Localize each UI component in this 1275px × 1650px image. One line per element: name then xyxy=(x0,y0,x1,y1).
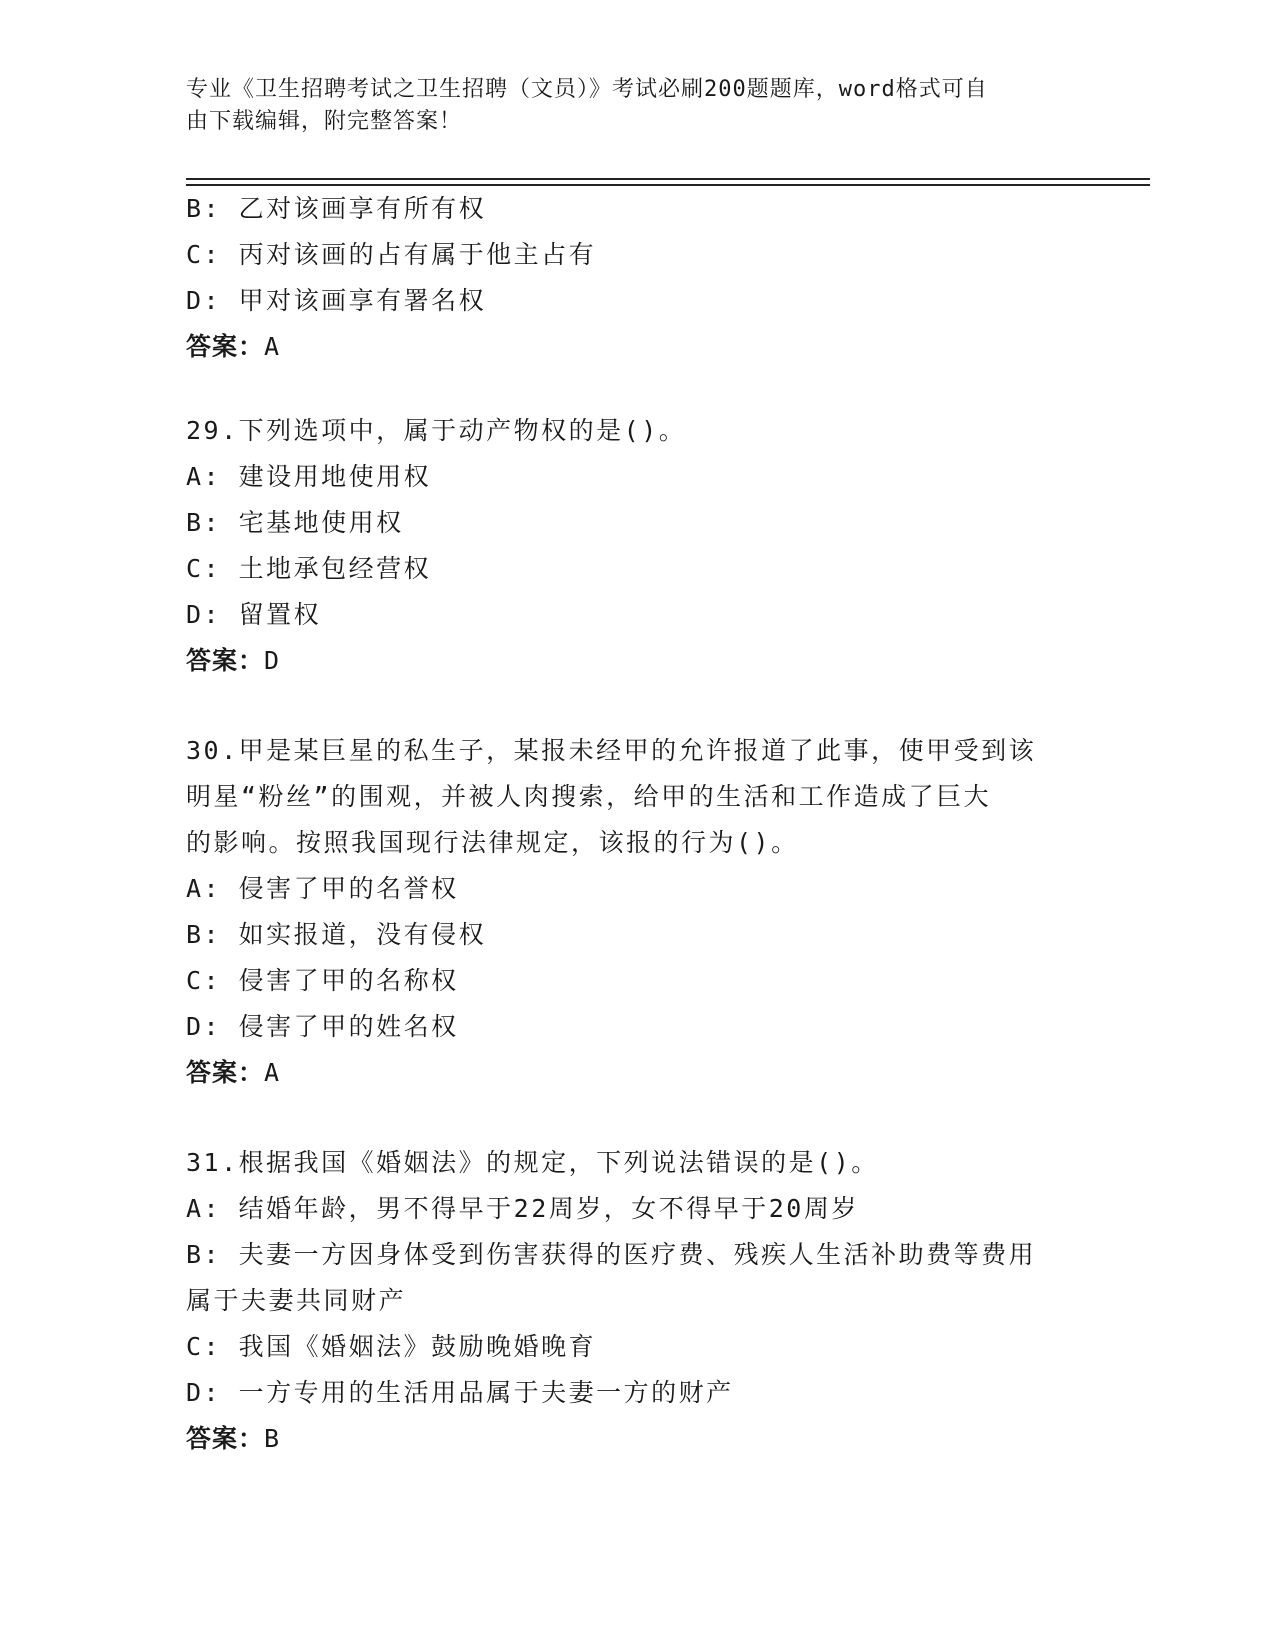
question-stem: 29.下列选项中，属于动产物权的是()。 xyxy=(186,416,687,445)
answer-value: A xyxy=(264,332,281,361)
answer-line xyxy=(186,324,1086,370)
option-c: C: 土地承包经营权 xyxy=(186,554,432,583)
option-a: A: 侵害了甲的名誉权 xyxy=(186,874,459,903)
option-b: B: 宅基地使用权 xyxy=(186,508,404,537)
option-d: D: 侵害了甲的姓名权 xyxy=(186,1012,459,1041)
answer-label: 答案： xyxy=(186,332,265,361)
option-d: D: 甲对该画享有署名权 xyxy=(186,286,487,315)
answer-value: B xyxy=(264,1424,281,1453)
answer-line xyxy=(186,1050,1086,1096)
option-a: A: 建设用地使用权 xyxy=(186,462,432,491)
answer-value: A xyxy=(264,1058,281,1087)
option-d: D: 留置权 xyxy=(186,600,322,629)
option-c: C: 丙对该画的占有属于他主占有 xyxy=(186,240,597,269)
question-29 xyxy=(186,408,1086,684)
answer-line xyxy=(186,1416,1086,1462)
answer-value: D xyxy=(264,646,281,675)
answer-line xyxy=(186,638,1086,684)
option-c: C: 我国《婚姻法》鼓励晚婚晚育 xyxy=(186,1332,597,1361)
question-stem-line-1: 30.甲是某巨星的私生子，某报未经甲的允许报道了此事，使甲受到该 xyxy=(186,736,1037,765)
question-28-continued xyxy=(186,186,1086,370)
answer-label: 答案： xyxy=(186,1058,265,1087)
question-31 xyxy=(186,1140,1086,1462)
option-d: D: 一方专用的生活用品属于夫妻一方的财产 xyxy=(186,1378,734,1407)
option-b: B: 如实报道，没有侵权 xyxy=(186,920,487,949)
header-divider-top xyxy=(186,178,1150,180)
question-stem-line-3: 的影响。按照我国现行法律规定，该报的行为()。 xyxy=(186,828,799,857)
option-c: C: 侵害了甲的名称权 xyxy=(186,966,459,995)
header-line-2: 由下载编辑，附完整答案！ xyxy=(186,109,463,134)
answer-label: 答案： xyxy=(186,646,265,675)
option-a: A: 结婚年龄，男不得早于22周岁，女不得早于20周岁 xyxy=(186,1194,859,1223)
question-30 xyxy=(186,728,1086,1096)
question-stem: 31.根据我国《婚姻法》的规定，下列说法错误的是()。 xyxy=(186,1148,879,1177)
header-line-1: 专业《卫生招聘考试之卫生招聘（文员）》考试必刷200题题库，word格式可自 xyxy=(186,77,988,102)
option-b-line-2: 属于夫妻共同财产 xyxy=(186,1286,407,1315)
option-b: B: 乙对该画享有所有权 xyxy=(186,194,487,223)
question-stem-line-2: 明星“粉丝”的围观，并被人肉搜索，给甲的生活和工作造成了巨大 xyxy=(186,782,992,811)
document-header xyxy=(186,74,1066,138)
answer-label: 答案： xyxy=(186,1424,265,1453)
option-b-line-1: B: 夫妻一方因身体受到伤害获得的医疗费、残疾人生活补助费等费用 xyxy=(186,1240,1037,1269)
